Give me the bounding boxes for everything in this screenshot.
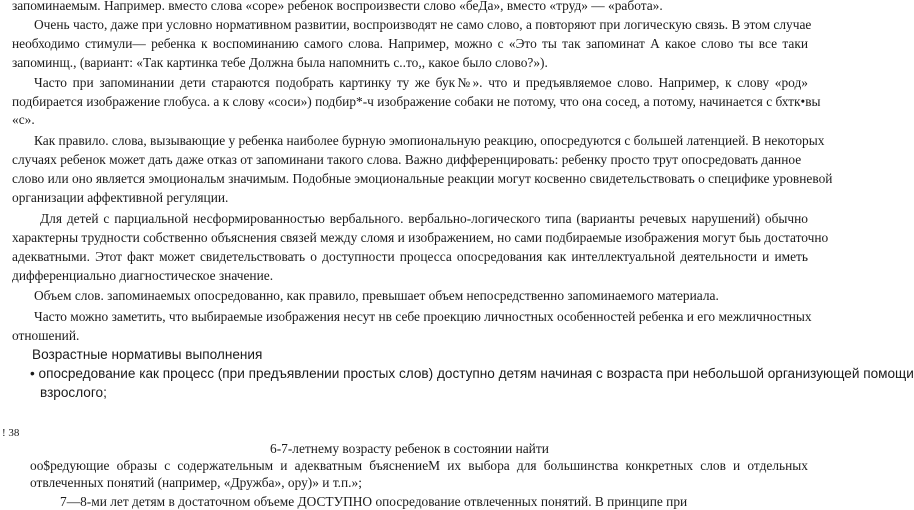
text-line: «с».: [12, 112, 35, 127]
text-line: 6-7-летнему возрасту ребенок в состоянии найти: [270, 441, 549, 456]
text-line: случаях ребенок может дать даже отказ от запоминани такого слова. Важно дифференцировать: ребенку просто трут опосредовать данное: [12, 152, 802, 167]
text-line: Часто можно заметить, что выбираемые изображения несут нв себе проекцию личностных особенностей ребенка и его межличностных: [34, 309, 812, 324]
text-line: адекватными. Этот факт может свидетельствовать о доступности процесса опосредования как интеллектуальной деятельности и иметь: [12, 249, 808, 264]
page-number: ! 38: [2, 427, 20, 439]
text-line: Часто при запоминании дети стараются подобрать картинку ту же бук№». что и предъявляемое слово. Например, к слову «род»: [34, 75, 808, 90]
text-line: Очень часто, даже при условно нормативном развитии, воспроизводят не само слово, а повторяют при логическую связь. В этом случае: [34, 17, 812, 32]
text-line: 7—8-ми лет детям в достаточном объеме ДОСТУПНО опосредование отвлеченных понятий. В принципе при: [60, 494, 688, 509]
text-line: организации аффективной регуляции.: [12, 190, 229, 205]
text-line: подбирается изображение глобуса. а к слову «соси») подбир*-ч изображение собаки не потому, что она сосед, а потому, начинается с бхтк•вы: [12, 94, 821, 109]
text-line: Объем слов. запоминаемых опосредованно, как правило, превышает объем непосредственно запоминаемого материала.: [34, 288, 719, 303]
bullet-item: • опосредование как процесс (при предъявлении простых слов) доступно детям начиная с возраста при небольшой организующей помощи: [30, 366, 914, 381]
text-line: запоминаемым. Например. вместо слова «соре» ребенок воспроизвести слово «беДа», вместо «труд» — «работа».: [12, 0, 663, 13]
text-line: Для детей с парциальной несформированностью вербального. вербально-логического типа (варианты речевых нарушений) обычно: [40, 211, 808, 226]
bullet-item-continuation: взрослого;: [40, 385, 107, 400]
section-heading: Возрастные нормативы выполнения: [32, 347, 263, 362]
text-line: Как правило. слова, вызывающие у ребенка наиболее бурную эмопиональную реакцию, опосредуются с большей латенцией. В некоторых: [34, 133, 825, 148]
text-line: слово или оно является эмоциональм значимым. Подобные эмоциональные реакции могут косвенно свидетельствовать о специфике уровневой: [12, 171, 833, 186]
text-line: отношений.: [12, 328, 80, 343]
text-line: необходимо стимули— ребенка к воспоминанию самого слова. Например, можно с «Это ты так запоминат А какое слово ты все таки: [12, 36, 808, 51]
text-line: запоминщ., (вариант: «Так картинка тебе Должна была напомнить с..то,, какое было слово?»).: [12, 55, 548, 70]
text-line: отвлеченных понятий (например, «Дружба», ору)» и т.п.»;: [30, 475, 362, 490]
text-line: оо$редующие образы с содержательным и адекватным бъяснениеМ их выбора для большинства конкретных слов и отдельных: [30, 458, 808, 473]
text-line: дифференциально диагностическое значение.: [12, 268, 274, 283]
text-line: характерны трудности собственно объяснения связей между сломя и изображением, но сами подбираемые изображения могут быь достаточно: [12, 230, 829, 245]
